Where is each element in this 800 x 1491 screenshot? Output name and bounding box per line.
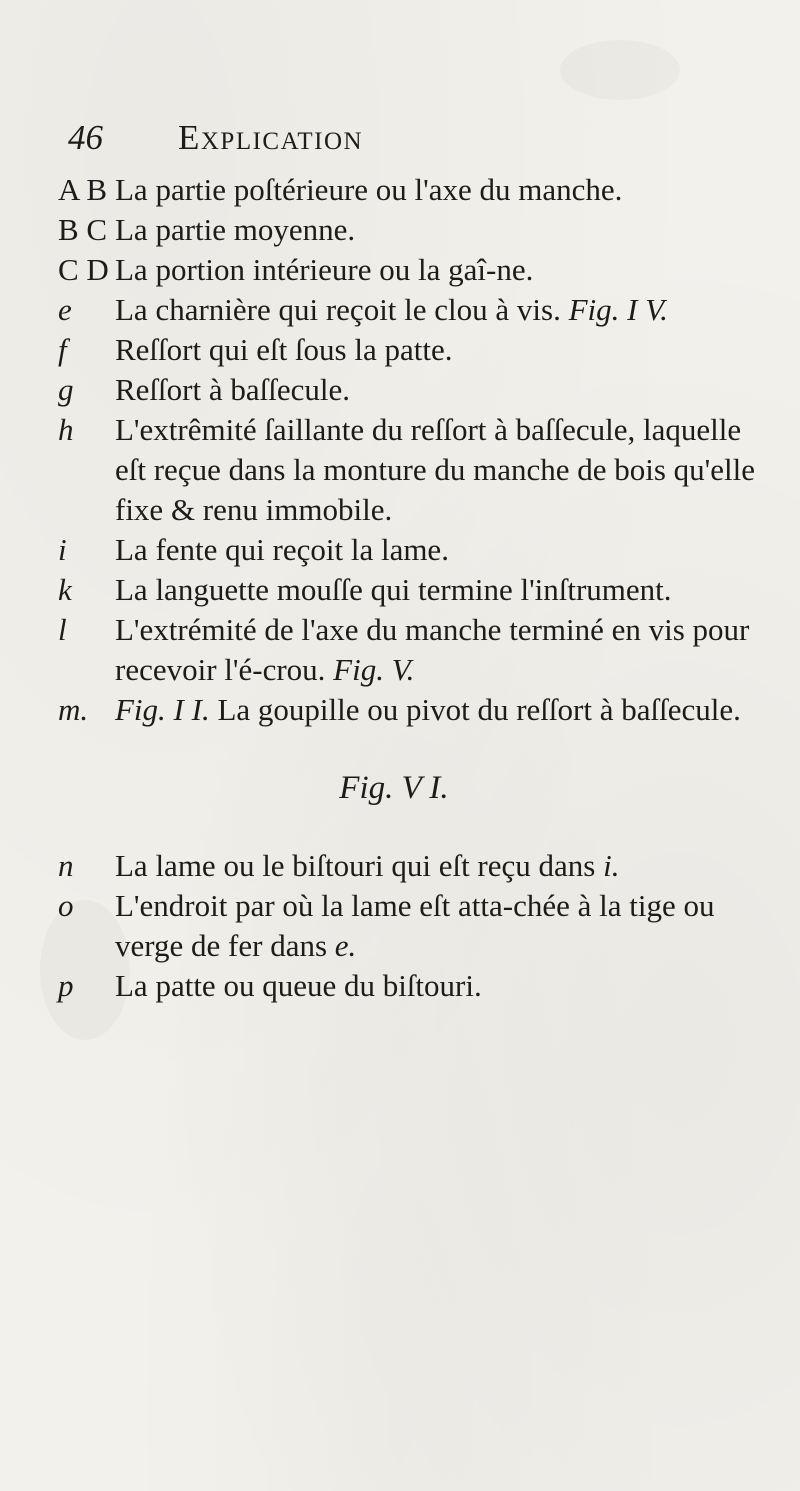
legend-entry — [58, 250, 770, 290]
figure-reference: Fig. I V. — [568, 292, 668, 327]
legend-entry — [58, 330, 770, 370]
legend-text — [115, 886, 770, 966]
legend-key: g — [58, 372, 74, 407]
legend-key: h — [58, 412, 74, 447]
legend-description: La partie poſtérieure ou l'axe du manche. — [115, 172, 623, 207]
legend-text — [115, 690, 770, 730]
legend-text — [115, 410, 770, 530]
running-title: Explication — [178, 118, 364, 157]
legend-description: Reſſort à baſſecule. — [115, 372, 350, 407]
legend-list-part2 — [58, 846, 770, 1006]
legend-entry — [58, 170, 770, 210]
legend-key: f — [58, 332, 67, 367]
legend-description: La charnière qui reçoit le clou à vis. — [115, 292, 561, 327]
page-number: 46 — [68, 118, 103, 157]
legend-key: C D — [58, 252, 109, 287]
legend-text — [115, 966, 770, 1006]
legend-entry — [58, 886, 770, 966]
legend-key: e — [58, 292, 72, 327]
legend-text — [115, 210, 770, 250]
legend-entry — [58, 570, 770, 610]
legend-key: p — [58, 968, 74, 1003]
legend-description: La lame ou le biſtouri qui eſt reçu dans — [115, 848, 596, 883]
legend-description: L'extrêmité ſaillante du reſſort à baſſecule, laquelle eſt reçue dans la monture du manche de bois qu'elle fixe & renu immobile. — [115, 412, 755, 527]
legend-description: La partie moyenne. — [115, 212, 356, 247]
legend-entry — [58, 610, 770, 690]
legend-text — [115, 570, 770, 610]
legend-entry — [58, 410, 770, 530]
legend-entry — [58, 370, 770, 410]
legend-text — [115, 290, 770, 330]
legend-list-part1 — [58, 170, 770, 730]
legend-entry — [58, 690, 770, 730]
legend-description: La languette mouſſe qui termine l'inſtrument. — [115, 572, 672, 607]
figure-reference: Fig. I I. — [115, 692, 210, 727]
legend-description: Reſſort qui eſt ſous la patte. — [115, 332, 453, 367]
legend-description: La fente qui reçoit la lame. — [115, 532, 449, 567]
legend-key: k — [58, 572, 72, 607]
legend-entry — [58, 210, 770, 250]
legend-key: n — [58, 848, 74, 883]
page-header — [68, 116, 768, 164]
legend-text — [115, 330, 770, 370]
legend-text — [115, 846, 770, 886]
legend-key: i — [58, 532, 67, 567]
legend-key: A B — [58, 172, 108, 207]
figure-reference: Fig. V. — [333, 652, 415, 687]
legend-key: o — [58, 888, 74, 923]
legend-description: La portion intérieure ou la gaî-ne. — [115, 252, 534, 287]
legend-text — [115, 610, 770, 690]
figure-heading: Fig. V I. — [339, 770, 449, 806]
legend-entry — [58, 290, 770, 330]
legend-entry — [58, 846, 770, 886]
paper-stain — [560, 40, 680, 100]
page-body — [58, 170, 770, 1006]
letter-reference: e. — [334, 928, 357, 963]
legend-entry — [58, 530, 770, 570]
legend-entry — [58, 966, 770, 1006]
legend-description: L'endroit par où la lame eſt atta-chée à la tige ou verge de fer dans — [115, 888, 715, 963]
legend-description: La goupille ou pivot du reſſort à baſſecule. — [217, 692, 741, 727]
legend-text — [115, 370, 770, 410]
letter-reference: i. — [603, 848, 620, 883]
legend-key: l — [58, 612, 67, 647]
legend-text — [115, 250, 770, 290]
legend-description: La patte ou queue du biſtouri. — [115, 968, 482, 1003]
legend-text — [115, 170, 770, 210]
legend-description: L'extrémité de l'axe du manche terminé en vis pour recevoir l'é-crou. — [115, 612, 750, 687]
legend-key: B C — [58, 212, 108, 247]
legend-text — [115, 530, 770, 570]
legend-key: m. — [58, 692, 89, 727]
